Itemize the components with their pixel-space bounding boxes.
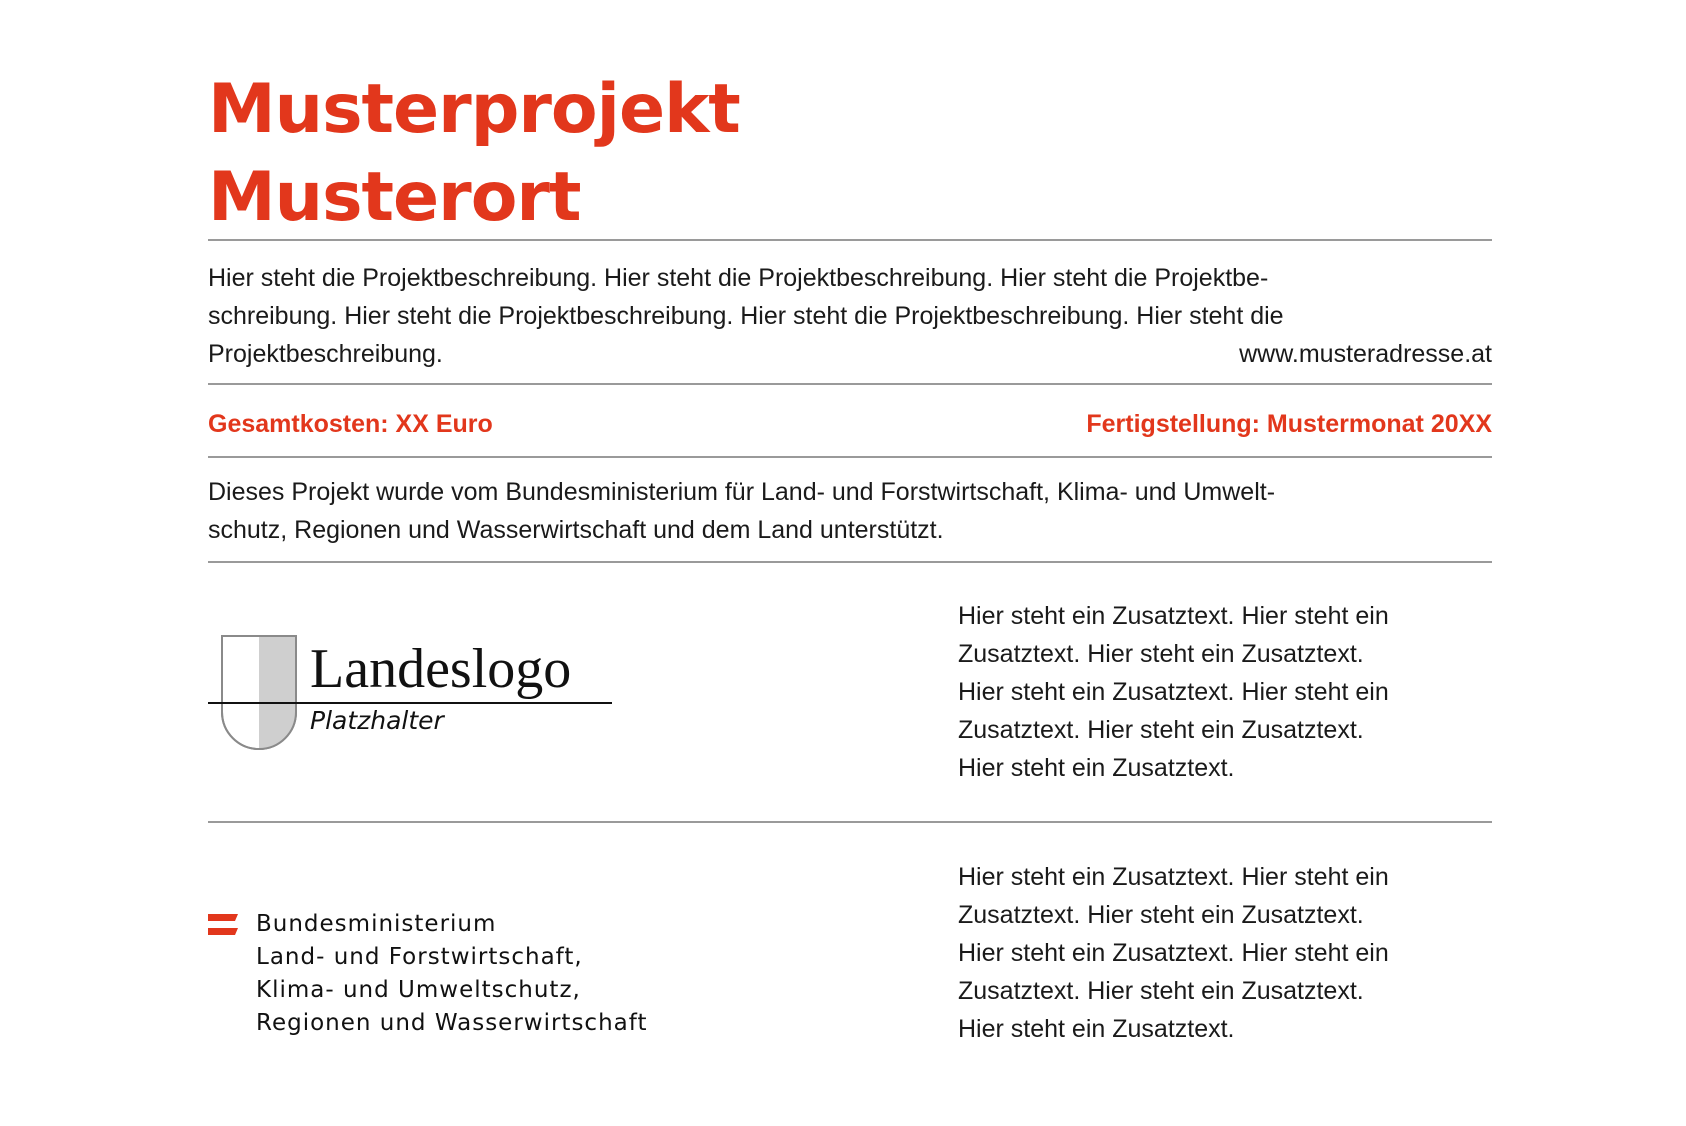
description-line: Projektbeschreibung. [208,340,443,368]
extra-text-line: Hier steht ein Zusatztext. Hier steht ein [958,939,1389,967]
extra-text-2 [958,858,1492,1048]
total-costs: Gesamtkosten: XX Euro [208,410,493,438]
divider-logos [208,821,1492,823]
divider-description [208,383,1492,385]
ministry-name [256,908,647,1040]
ministry-logo [208,908,728,1040]
extra-text-line: Zusatztext. Hier steht ein Zusatztext. [958,640,1364,668]
extra-text-line: Zusatztext. Hier steht ein Zusatztext. [958,901,1364,929]
state-logo [208,634,628,750]
state-logo-name: Landeslogo [310,638,572,700]
project-url: www.musteradresse.at [1239,340,1492,368]
extra-text-1 [958,597,1492,787]
description-line: Hier steht die Projektbeschreibung. Hier steht die Projektbeschreibung. Hier steht die Projektbe- [208,264,1269,292]
state-logo-subtitle: Platzhalter [310,706,444,735]
shield-icon [208,634,308,750]
funding-statement [208,473,1492,549]
extra-text-line: Zusatztext. Hier steht ein Zusatztext. [958,716,1364,744]
extra-text-line: Hier steht ein Zusatztext. [958,754,1235,782]
project-title-line-2: Musterort [208,158,581,237]
funding-line: Dieses Projekt wurde vom Bundesministerium für Land- und Forstwirtschaft, Klima- und Umwelt- [208,478,1276,506]
austria-flag-icon [208,914,238,936]
divider-title [208,239,1492,241]
extra-text-line: Hier steht ein Zusatztext. Hier steht ein [958,602,1389,630]
cost-row [208,405,1492,443]
funding-line: schutz, Regionen und Wasserwirtschaft und dem Land unterstützt. [208,516,944,544]
project-sign [208,0,1492,1126]
extra-text-line: Hier steht ein Zusatztext. [958,1015,1235,1043]
extra-text-line: Hier steht ein Zusatztext. Hier steht ein [958,678,1389,706]
extra-text-line: Hier steht ein Zusatztext. Hier steht ein [958,863,1389,891]
completion-date: Fertigstellung: Mustermonat 20XX [1086,410,1492,438]
divider-costs [208,456,1492,458]
extra-text-line: Zusatztext. Hier steht ein Zusatztext. [958,977,1364,1005]
project-title-line-1: Musterprojekt [208,70,740,149]
ministry-line: Land- und Forstwirtschaft, [256,944,583,970]
description-line: schreibung. Hier steht die Projektbeschreibung. Hier steht die Projektbeschreibung. Hier steht die [208,302,1284,330]
divider-funding [208,561,1492,563]
project-title [208,66,740,242]
ministry-line: Klima- und Umweltschutz, [256,977,581,1003]
ministry-line: Bundesministerium [256,911,497,937]
ministry-line: Regionen und Wasserwirtschaft [256,1010,648,1036]
